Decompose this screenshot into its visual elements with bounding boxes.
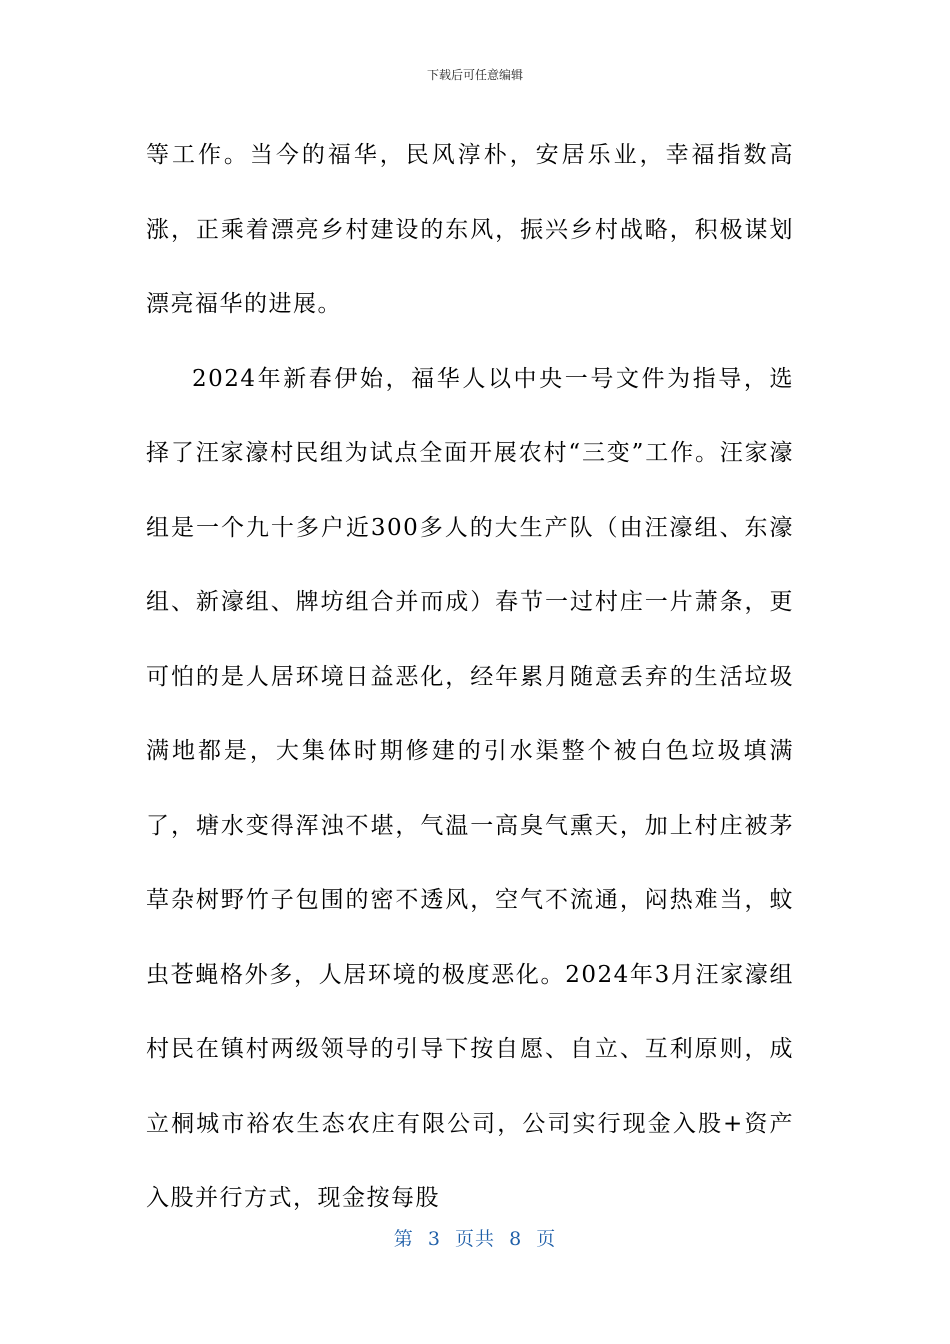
page-header: 下载后可任意编辑 <box>426 68 523 82</box>
page-number-footer <box>0 1224 950 1251</box>
document-body <box>146 118 794 1236</box>
page-number-text: 第 3 页共 8 页 <box>393 1228 557 1250</box>
paragraph-1: 等工作。当今的福华，民风淳朴，安居乐业，幸福指数高涨，正乘着漂亮乡村建设的东风，振兴乡村战略，积极谋划漂亮福华的进展。 <box>146 142 794 317</box>
paragraph-2: 2024年新春伊始，福华人以中央一号文件为指导，选择了汪家濠村民组为试点全面开展农村“三变”工作。汪家濠组是一个九十多户近300多人的大生产队（由汪濠组、东濠组、新濠组、牌坊组合并而成）春节一过村庄一片萧条，更可怕的是人居环境日益恶化，经年累月随意丢弃的生活垃圾满地都是，大集体时期修建的引水渠整个被白色垃圾填满了，塘水变得浑浊不堪，气温一高臭气熏天，加上村庄被茅草杂树野竹子包围的密不透风，空气不流通，闷热难当，蚊虫苍蝇格外多，人居环境的极度恶化。2024年3月汪家濠组村民在镇村两级领导的引导下按自愿、自立、互利原则，成立桐城市裕农生态农庄有限公司，公司实行现金入股+资产入股并行方式，现金按每股 <box>146 365 794 1211</box>
